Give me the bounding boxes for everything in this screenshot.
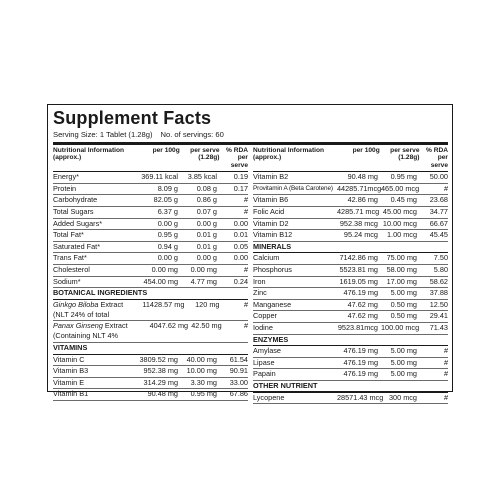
value-per-serve: 0.08 g (196, 183, 217, 193)
value-rda: 0.00 (233, 253, 248, 263)
value-per-100g: 476.19 mg (343, 346, 378, 356)
value-rda: # (443, 183, 448, 193)
value-per-100g: 6.37 g (157, 207, 178, 216)
header-info: Nutritional Information (approx.) (253, 147, 325, 162)
value-per-serve: 45.00 mcg (382, 207, 417, 216)
value-per-serve: 4.77 mg (190, 276, 217, 286)
value-per-100g: 82.05 g (153, 195, 178, 205)
nutrient-name: Vitamin B6 (253, 195, 289, 205)
botanical-name-rest: Extract (102, 321, 128, 331)
value-rda: 71.43 (429, 322, 448, 332)
value-rda: 37.88 (429, 288, 448, 298)
value-per-serve: 5.00 mg (390, 346, 417, 356)
nutrient-name: Calcium (253, 253, 280, 263)
value-per-100g: 314.29 mg (143, 377, 178, 387)
nutrient-name: Trans Fat* (53, 253, 87, 263)
value-per-serve: 120 mg (195, 299, 220, 309)
value-rda: 67.86 (229, 389, 248, 399)
value-per-serve: 10.00 mg (186, 366, 217, 376)
value-rda: 7.50 (433, 253, 448, 263)
table-row (253, 265, 448, 277)
table-row (53, 389, 248, 401)
value-per-100g: 476.19 mg (343, 369, 378, 379)
nutrient-name: Lycopene (253, 392, 285, 402)
value-per-serve: 10.00 mcg (382, 218, 417, 228)
value-per-100g: 7142.86 mg (339, 253, 378, 263)
table-row (253, 300, 448, 312)
value-rda: # (443, 392, 448, 402)
value-per-100g: 90.48 mg (347, 172, 378, 182)
nutrient-name: Added Sugars* (53, 218, 103, 228)
table-row (253, 369, 448, 381)
enzymes-list (253, 346, 448, 381)
value-rda: 61.54 (229, 354, 248, 364)
value-per-100g: 454.00 mg (143, 276, 178, 286)
value-rda: # (243, 299, 248, 309)
table-row (53, 195, 248, 207)
botanical-section-title: BOTANICAL INGREDIENTS (53, 288, 248, 300)
value-rda: # (243, 207, 248, 216)
supplement-facts-panel (47, 104, 453, 402)
value-per-100g: 47.62 mg (347, 311, 378, 321)
value-per-100g: 28571.43 mcg (337, 392, 384, 402)
nutrient-name: Iron (253, 276, 266, 286)
value-per-100g: 0.00 g (157, 253, 178, 263)
value-rda: 0.01 (233, 230, 248, 240)
table-row (53, 184, 248, 196)
right-table-header (253, 145, 448, 172)
table-row (53, 230, 248, 242)
value-per-serve: 0.50 mg (390, 311, 417, 321)
value-rda: 0.05 (233, 241, 248, 251)
table-row (253, 219, 448, 231)
nutrient-name: Vitamin B3 (53, 366, 89, 376)
nutrient-name: Iodine (253, 322, 273, 332)
value-rda: 58.62 (429, 276, 448, 286)
botanical-name (53, 300, 142, 321)
value-rda: # (443, 346, 448, 356)
nutrient-name: Carbohydrate (53, 195, 98, 205)
nutrient-name: Copper (253, 311, 277, 321)
nutrient-name: Vitamin B2 (253, 172, 289, 182)
table-row (253, 311, 448, 323)
nutrient-name: Lipase (253, 357, 275, 367)
value-per-serve: 58.00 mg (386, 264, 417, 274)
table-row (53, 172, 248, 184)
panel-title: Supplement Facts (53, 108, 212, 128)
enzymes-section-title: ENZYMES (253, 335, 448, 347)
nutrient-name: Protein (53, 183, 77, 193)
nutrient-name: Vitamin B12 (253, 230, 293, 240)
value-per-100g: 952.38 mcg (339, 218, 378, 228)
botanical-list (53, 300, 248, 343)
table-row (253, 323, 448, 335)
value-per-serve: 0.07 g (196, 207, 217, 216)
value-per-serve: 75.00 mg (386, 253, 417, 263)
servings-count: No. of servings: 60 (160, 130, 224, 139)
value-per-100g: 0.00 g (157, 218, 178, 228)
value-per-100g: 44285.71mcg (337, 183, 382, 193)
value-rda: 12.50 (429, 299, 448, 309)
value-rda: # (243, 195, 248, 205)
value-rda: 0.24 (233, 276, 248, 286)
value-rda: # (243, 321, 249, 331)
table-row (253, 184, 448, 196)
minerals-list (253, 253, 448, 334)
table-row (53, 300, 248, 322)
value-per-serve: 5.00 mg (390, 288, 417, 298)
right-column (253, 145, 448, 404)
nutrient-name: Total Fat* (53, 230, 84, 240)
value-per-100g: 369.11 kcal (141, 172, 178, 182)
value-per-100g: 4047.62 mg (149, 321, 189, 331)
botanical-name-rest: Extract (98, 299, 124, 309)
value-per-100g: 952.38 mg (143, 366, 178, 376)
table-row (253, 172, 448, 184)
nutrient-name: Vitamin B1 (53, 389, 89, 399)
botanical-name-italic: Ginkgo Biloba (53, 299, 99, 309)
value-per-serve: 17.00 mg (386, 276, 417, 286)
header-info: Nutritional Information (approx.) (53, 147, 125, 162)
value-per-100g: 9523.81mcg (337, 322, 378, 332)
value-rda: 66.67 (429, 218, 448, 228)
botanical-name (53, 321, 150, 342)
botanical-subtext: (NLT 24% of total (53, 309, 110, 319)
value-per-serve: 465.00 mcg (381, 183, 420, 193)
header-per-serve: per serve (1.28g) (390, 147, 420, 162)
nutrient-name: Phosphorus (253, 264, 292, 274)
table-row (253, 230, 448, 242)
value-per-serve: 3.30 mg (190, 377, 217, 387)
nutrient-name: Energy* (53, 172, 79, 182)
value-per-serve: 0.95 mg (390, 172, 417, 182)
nutrient-name: Cholesterol (53, 264, 90, 274)
value-rda: 90.91 (229, 366, 248, 376)
nutrient-name: Total Sugars (53, 207, 94, 216)
value-per-serve: 40.00 mg (186, 354, 217, 364)
botanical-subtext: (Containing NLT 4% (53, 331, 119, 341)
value-per-100g: 90.48 mg (147, 389, 178, 399)
table-row (53, 378, 248, 390)
value-per-serve: 0.01 g (196, 230, 217, 240)
value-rda: 33.00 (229, 377, 248, 387)
table-row (53, 253, 248, 265)
value-rda: 0.19 (233, 172, 248, 182)
left-column (53, 145, 248, 404)
table-row (53, 219, 248, 231)
value-per-100g: 11428.57 mg (142, 299, 185, 309)
value-per-serve: 0.00 g (196, 218, 217, 228)
nutrient-name: Saturated Fat* (53, 241, 101, 251)
value-per-serve: 100.00 mcg (381, 322, 420, 332)
nutrient-name: Vitamin D2 (253, 218, 289, 228)
header-rda: % RDA per serve (226, 147, 248, 169)
minerals-section-title: MINERALS (253, 242, 448, 254)
value-per-100g: 5523.81 mg (339, 264, 378, 274)
value-per-serve: 42.50 mg (191, 321, 222, 331)
header-per100: per 100g (152, 147, 180, 154)
header-per100: per 100g (352, 147, 380, 154)
value-per-100g: 42.86 mg (347, 195, 378, 205)
table-row (253, 195, 448, 207)
other-nutrient-section-title: OTHER NUTRIENT (253, 381, 448, 393)
value-per-serve: 0.86 g (196, 195, 217, 205)
botanical-name-italic: Panax Ginseng (53, 321, 103, 331)
table-row (53, 242, 248, 254)
value-rda: 50.00 (429, 172, 448, 182)
nutrient-name: Manganese (253, 299, 292, 309)
header-per-serve: per serve (1.28g) (190, 147, 220, 162)
value-rda: 23.68 (429, 195, 448, 205)
table-row (253, 393, 448, 405)
nutrient-name: Papain (253, 369, 276, 379)
vitamins-section-title: VITAMINS (53, 343, 248, 355)
value-per-serve: 300 mcg (389, 392, 417, 402)
value-per-serve: 5.00 mg (390, 357, 417, 367)
value-rda: 45.45 (429, 230, 448, 240)
value-per-100g: 3809.52 mg (139, 354, 178, 364)
vitamins-list-right (253, 172, 448, 242)
value-per-100g: 0.00 mg (151, 264, 178, 274)
value-per-serve: 0.00 mg (190, 264, 217, 274)
table-row (253, 288, 448, 300)
other-nutrient-list (253, 393, 448, 405)
value-per-serve: 0.50 mg (390, 299, 417, 309)
value-per-100g: 1619.05 mg (339, 276, 378, 286)
vitamins-list (53, 355, 248, 401)
table-row (253, 253, 448, 265)
value-rda: # (443, 369, 448, 379)
table-row (53, 207, 248, 219)
nutrient-name: Sodium* (53, 276, 81, 286)
table-row (253, 277, 448, 289)
nutrient-name: Amylase (253, 346, 281, 356)
value-per-100g: 4285.71 mcg (337, 207, 380, 216)
value-per-100g: 8.09 g (157, 183, 178, 193)
value-per-serve: 0.95 mg (190, 389, 217, 399)
nutrients-list (53, 172, 248, 288)
table-row (53, 265, 248, 277)
nutrient-name: Provitamin A (Beta Carotene) (253, 184, 333, 192)
value-rda: # (443, 357, 448, 367)
serving-info (53, 130, 448, 140)
header-rda: % RDA per serve (426, 147, 448, 169)
nutrient-name: Zinc (253, 288, 267, 298)
value-rda: 0.00 (233, 218, 248, 228)
nutrient-name: Vitamin C (53, 354, 85, 364)
value-per-serve: 1.00 mcg (386, 230, 417, 240)
value-per-100g: 0.94 g (157, 241, 178, 251)
value-per-serve: 0.01 g (196, 241, 217, 251)
value-rda: 29.41 (429, 311, 448, 321)
nutrient-name: Folic Acid (253, 207, 285, 216)
value-per-100g: 47.62 mg (347, 299, 378, 309)
table-row (253, 358, 448, 370)
value-rda: 5.80 (433, 264, 448, 274)
value-per-100g: 95.24 mcg (343, 230, 378, 240)
table-row (253, 207, 448, 219)
nutrient-name: Vitamin E (53, 377, 85, 387)
value-per-100g: 0.95 g (157, 230, 178, 240)
botanical-name-line (53, 321, 150, 331)
value-per-serve: 5.00 mg (390, 369, 417, 379)
serving-size: Serving Size: 1 Tablet (1.28g) (53, 130, 153, 139)
value-per-serve: 0.45 mg (390, 195, 417, 205)
table-row (253, 346, 448, 358)
value-rda: 0.17 (233, 183, 248, 193)
value-rda: # (243, 264, 248, 274)
left-table-header (53, 145, 248, 172)
value-rda: 34.77 (429, 207, 448, 216)
botanical-name-line (53, 300, 142, 310)
table-row (53, 366, 248, 378)
value-per-serve: 0.00 g (196, 253, 217, 263)
value-per-100g: 476.19 mg (343, 357, 378, 367)
value-per-serve: 3.85 kcal (187, 172, 217, 182)
table-row (53, 321, 248, 343)
value-per-100g: 476.19 mg (343, 288, 378, 298)
table-row (53, 355, 248, 367)
table-row (53, 277, 248, 289)
